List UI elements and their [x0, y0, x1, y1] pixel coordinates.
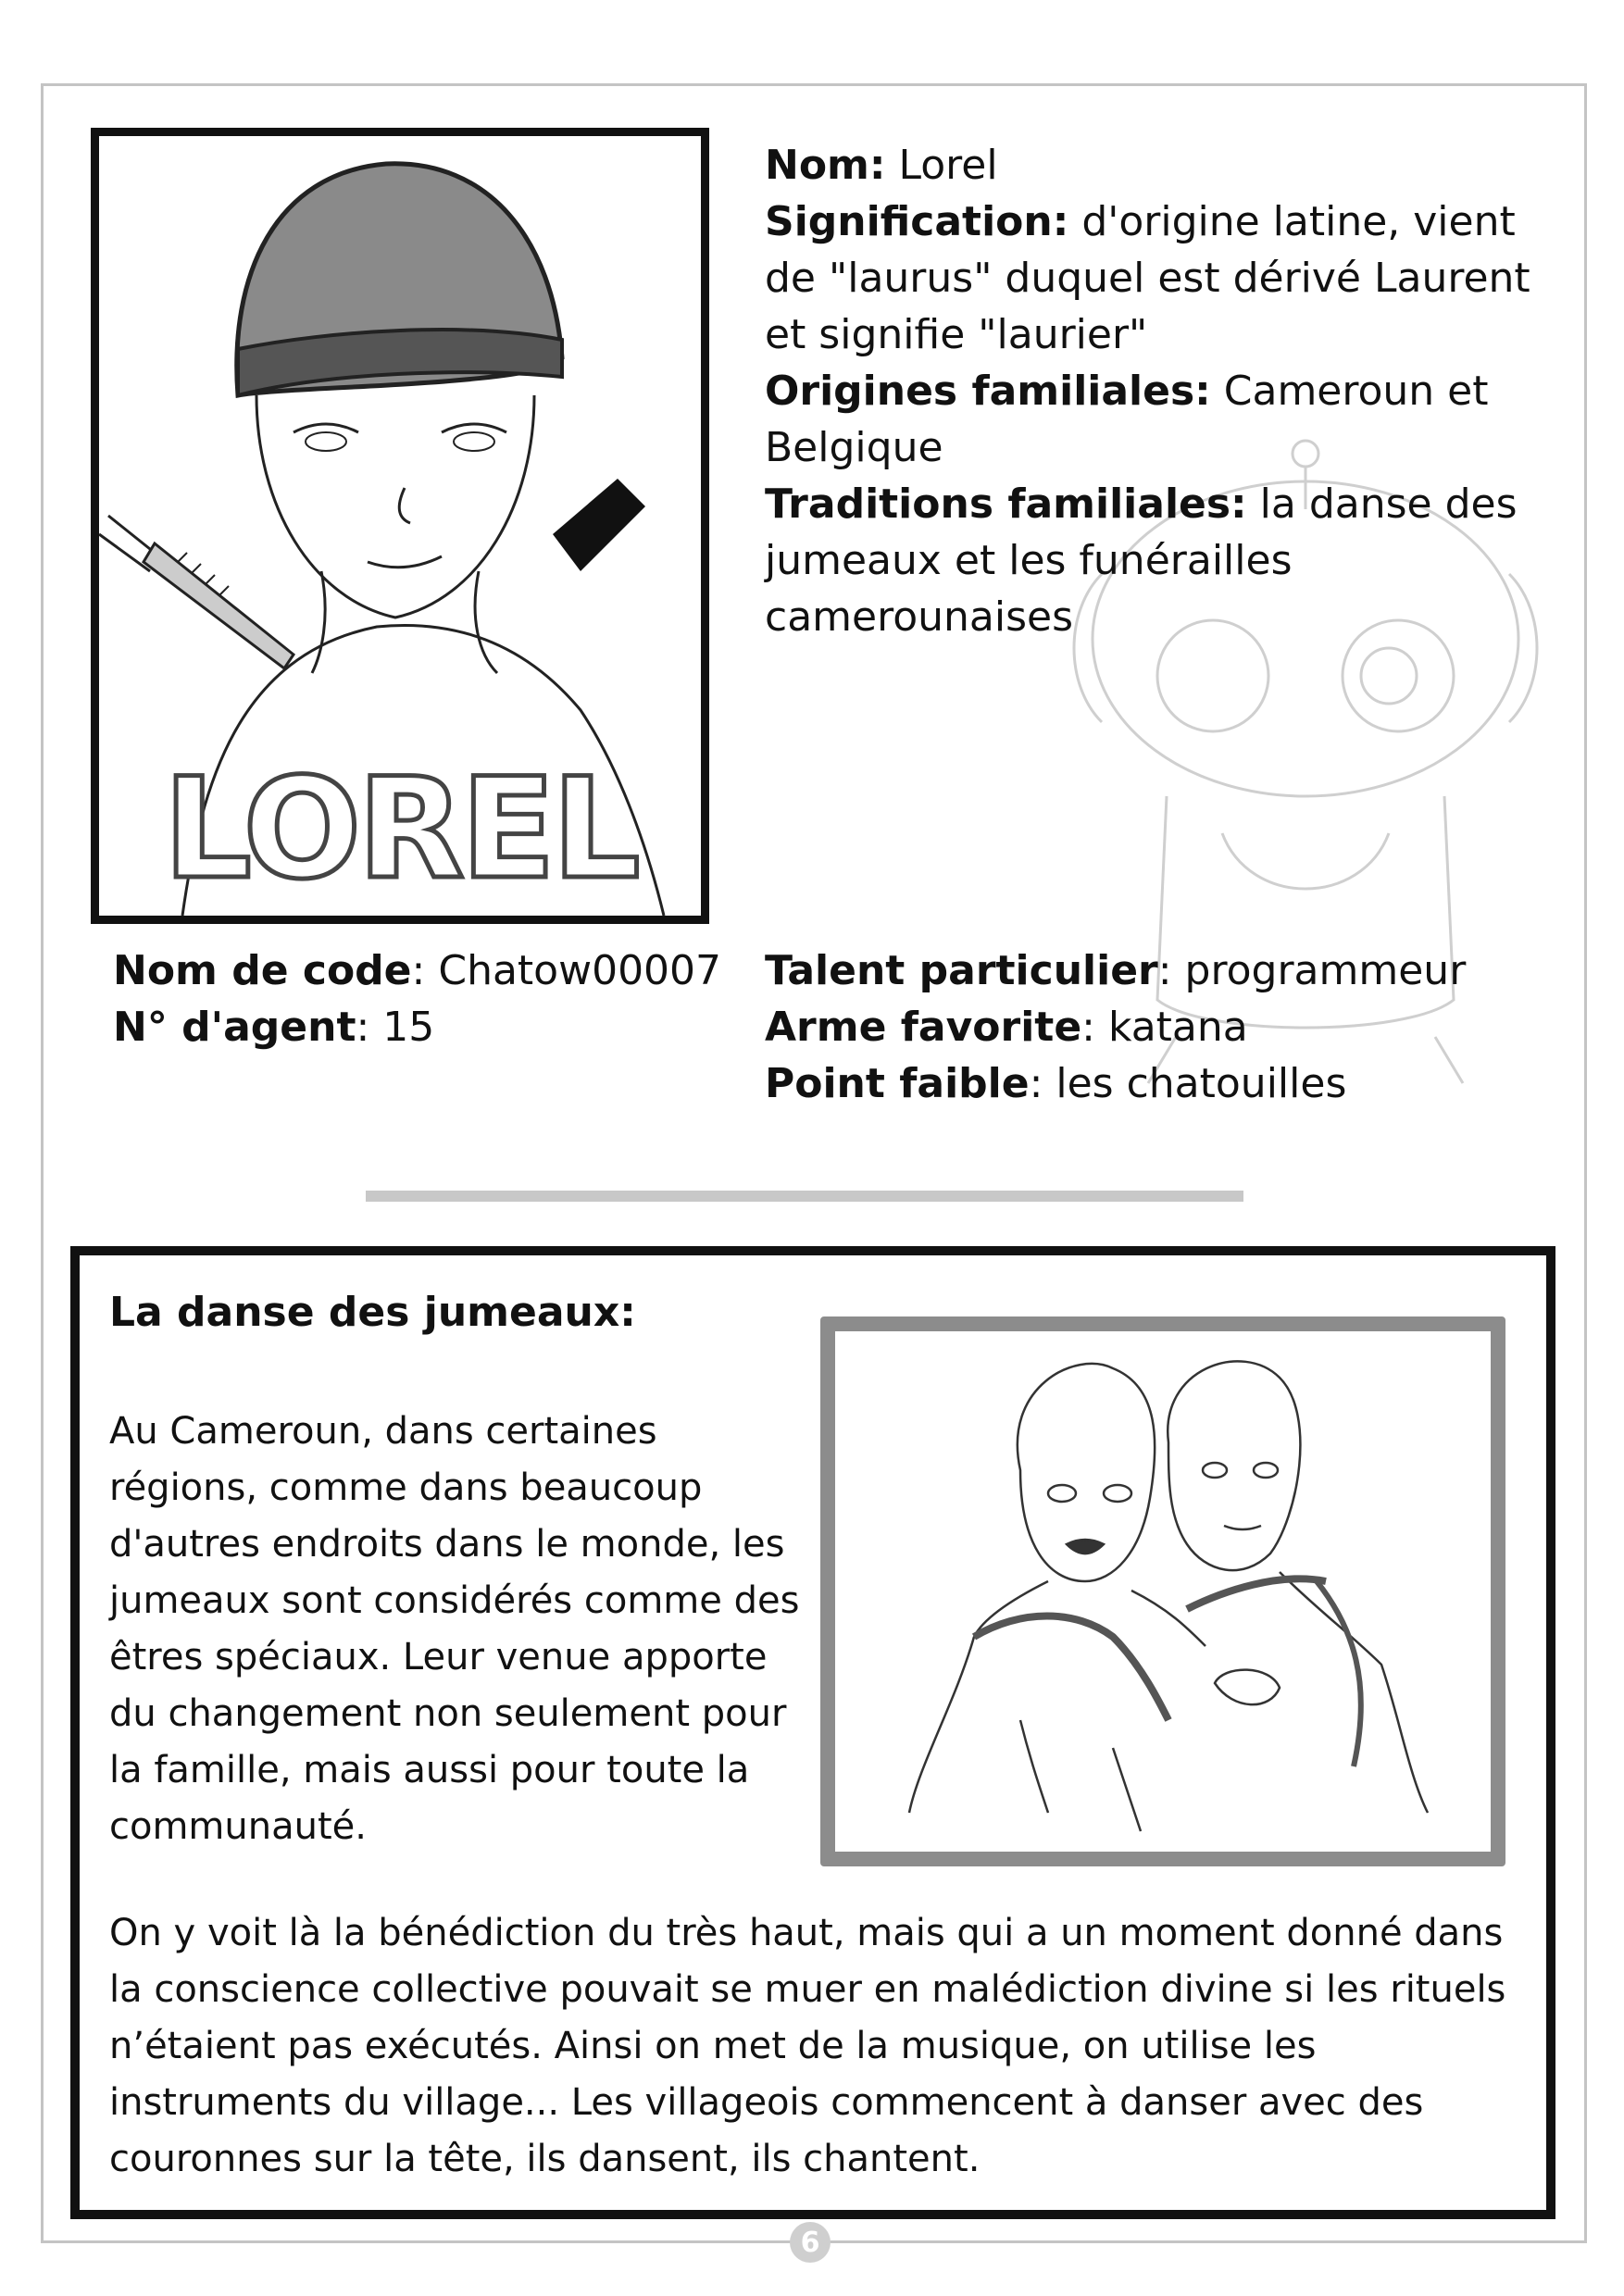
info-nom: Nom: Lorel	[765, 142, 998, 189]
story-box	[70, 1246, 1555, 2219]
section-divider	[366, 1191, 1243, 1202]
katana-drawing	[99, 516, 294, 668]
trait-faible: Point faible: les chatouilles	[765, 1060, 1347, 1107]
info-origines: Origines familiales: Cameroun et Belgique	[765, 368, 1489, 471]
portrait-logo: LOREL	[163, 749, 637, 910]
trait-talent: Talent particulier: programmeur	[765, 947, 1467, 994]
story-paragraph-1: Au Cameroun, dans certaines régions, comme dans beaucoup d'autres endroits dans le monde, les jumeaux sont considérés comme des êtres spéciaux. Leur venue apporte du changement non seulement pour la famille, mais aussi pour toute la communauté.	[109, 1410, 800, 1848]
story-paragraph-2: On y voit là la bénédiction du très haut, mais qui a un moment donné dans la conscience collective pouvait se muer en malédiction divine si les rituels n’étaient pas exécutés. Ainsi on met de la musique, on utilise les instruments du village... Les villageois commencent à danser avec des couronnes sur la tête, ils dansent, ils chantent.	[109, 1912, 1506, 2180]
identity-info	[765, 137, 1561, 645]
story-title: La danse des jumeaux:	[109, 1289, 636, 1336]
agent-codes	[113, 942, 743, 1055]
page-number: 6	[790, 2222, 831, 2263]
agent-number: N° d'agent: 15	[113, 1004, 435, 1051]
info-signification: Signification: d'origine latine, vient de "laurus" duquel est dérivé Laurent et signifie "laurier"	[765, 198, 1530, 358]
agent-traits	[765, 942, 1561, 1112]
knife-drawing	[553, 479, 645, 571]
agent-code-name: Nom de code: Chatow00007	[113, 947, 722, 994]
twins-illustration	[820, 1316, 1505, 1866]
info-traditions: Traditions familiales: la danse des jumeaux et les funérailles camerounaises	[765, 480, 1518, 641]
portrait-drawing	[99, 136, 701, 916]
twins-drawing	[835, 1331, 1491, 1852]
character-portrait	[91, 128, 709, 924]
trait-arme: Arme favorite: katana	[765, 1004, 1248, 1051]
